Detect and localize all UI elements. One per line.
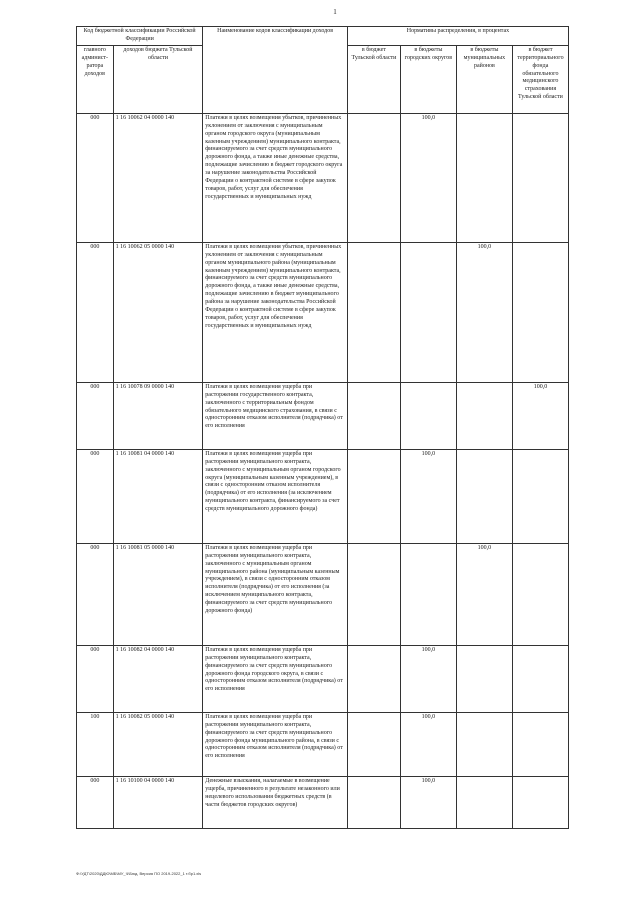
norm-municipal: 100,0 — [456, 242, 512, 382]
norm-regional — [347, 382, 400, 449]
revenue-distribution-table — [76, 26, 569, 829]
admin-code: 000 — [77, 113, 114, 242]
table-body — [77, 113, 569, 828]
norm-fund — [512, 113, 568, 242]
table-row — [77, 645, 569, 712]
norm-fund: 100,0 — [512, 382, 568, 449]
norm-municipal — [456, 645, 512, 712]
table-row — [77, 449, 569, 543]
revenue-code: 1 16 10062 05 0000 140 — [113, 242, 203, 382]
table-row — [77, 113, 569, 242]
norm-regional — [347, 712, 400, 776]
norm-fund — [512, 645, 568, 712]
norm-fund — [512, 543, 568, 645]
header-municipal: в бюджеты муниципальных районов — [456, 45, 512, 113]
header-admin: главного админист-ратора доходов — [77, 45, 114, 113]
norm-municipal — [456, 776, 512, 828]
admin-code: 000 — [77, 776, 114, 828]
admin-code: 000 — [77, 645, 114, 712]
table-header — [77, 27, 569, 114]
norm-regional — [347, 113, 400, 242]
admin-code: 000 — [77, 242, 114, 382]
revenue-code: 1 16 10081 04 0000 140 — [113, 449, 203, 543]
revenue-code: 1 16 10082 04 0000 140 — [113, 645, 203, 712]
admin-code: 000 — [77, 449, 114, 543]
revenue-code: 1 16 10062 04 0000 140 — [113, 113, 203, 242]
table-row — [77, 712, 569, 776]
table-row — [77, 242, 569, 382]
norm-city: 100,0 — [400, 776, 456, 828]
page-number: 1 — [333, 8, 337, 16]
revenue-code: 1 16 10082 05 0000 140 — [113, 712, 203, 776]
revenue-name: Денежные взыскания, налагаемые в возмещение ущерба, причиненного в результате незаконного или нецелевого использования бюджетных средств (в части бюджетов городских округов) — [203, 776, 348, 828]
norm-city: 100,0 — [400, 113, 456, 242]
revenue-name: Платежи в целях возмещения ущерба при расторжении муниципального контракта, заключенного с муниципальным органом городского округа (муниципальным казенным учреждением), в связи с односторонним отказом исполнителя (подрядчика) от его исполнения (за исключением муниципального контракта, финансируемого за счет средств муниципального дорожного фонда) — [203, 449, 348, 543]
revenue-name: Платежи в целях возмещения ущерба при расторжении муниципального контракта, финансируемого за счет средств муниципального дорожного фонда городского округа, в связи с односторонним отказом исполнителя (подрядчика) от его исполнения — [203, 645, 348, 712]
header-norms: Нормативы распределения, в процентах — [347, 27, 568, 46]
norm-municipal — [456, 712, 512, 776]
header-city: в бюджеты городских округов — [400, 45, 456, 113]
norm-city — [400, 242, 456, 382]
norm-municipal: 100,0 — [456, 543, 512, 645]
admin-code: 000 — [77, 382, 114, 449]
header-name: Наименование кодов классификации доходов — [203, 27, 348, 114]
revenue-name: Платежи в целях возмещения убытков, причиненных уклонением от заключения с муниципальным органом муниципального района (муниципальным казенным учреждением) муниципального контракта, финансируемого за счет средств муниципального дорожного фонда, а также иные денежные средства, подлежащие зачислению в бюджет муниципального района за нарушение законодательства Российской Федерации о контрактной системе в сфере закупок товаров, работ, услуг для обеспечения государственных и муниципальных нужд — [203, 242, 348, 382]
norm-regional — [347, 776, 400, 828]
revenue-code: 1 16 10100 04 0000 140 — [113, 776, 203, 828]
revenue-name: Платежи в целях возмещения ущерба при расторжении муниципального контракта, заключенного с муниципальным органом муниципального района (муниципальным казенным учреждением), в связи с односторонним отказом исполнителя (подрядчика) от его исполнения (за исключением муниципального контракта, финансируемого за счет средств муниципального дорожного фонда) — [203, 543, 348, 645]
header-revenue: доходов бюджета Тульской области — [113, 45, 203, 113]
norm-city — [400, 543, 456, 645]
admin-code: 000 — [77, 543, 114, 645]
admin-code: 100 — [77, 712, 114, 776]
norm-fund — [512, 449, 568, 543]
table-row — [77, 776, 569, 828]
table-row — [77, 543, 569, 645]
revenue-code: 1 16 10081 05 0000 140 — [113, 543, 203, 645]
norm-fund — [512, 776, 568, 828]
norm-fund — [512, 712, 568, 776]
table-row — [77, 382, 569, 449]
norm-regional — [347, 645, 400, 712]
norm-municipal — [456, 449, 512, 543]
norm-regional — [347, 449, 400, 543]
header-classification: Код бюджетной классификации Российской Федерации — [77, 27, 203, 46]
file-path-footer: Ф:\УДТ\2020\ДДЮ\МБ\МУ_Ч\Бюд. Версия ПО 2019-2022_1 т.бр1.xls — [76, 871, 202, 876]
header-fund: в бюджет территориального фонда обязательного медицинского страхования Тульской области — [512, 45, 568, 113]
revenue-code: 1 16 10078 09 0000 140 — [113, 382, 203, 449]
revenue-name: Платежи в целях возмещения ущерба при расторжении государственного контракта, заключенного с территориальным фондом обязательного медицинского страхования, в связи с односторонним отказом исполнителя (подрядчика) от его исполнения — [203, 382, 348, 449]
norm-regional — [347, 242, 400, 382]
header-regional: в бюджет Тульской области — [347, 45, 400, 113]
norm-municipal — [456, 382, 512, 449]
norm-fund — [512, 242, 568, 382]
norm-city: 100,0 — [400, 449, 456, 543]
norm-regional — [347, 543, 400, 645]
norm-city: 100,0 — [400, 645, 456, 712]
revenue-name: Платежи в целях возмещения убытков, причиненных уклонением от заключения с муниципальным органом городского округа (муниципальным казенным учреждением) муниципального контракта, финансируемого за счет средств муниципального дорожного фонда, а также иные денежные средства, подлежащие зачислению в бюджет городского округа за нарушение законодательства Российской Федерации о контрактной системе в сфере закупок товаров, работ, услуг для обеспечения государственных и муниципальных нужд — [203, 113, 348, 242]
norm-city: 100,0 — [400, 712, 456, 776]
revenue-name: Платежи в целях возмещения ущерба при расторжении муниципального контракта, финансируемого за счет средств муниципального дорожного фонда муниципального района, в связи с односторонним отказом исполнителя (подрядчика) от его исполнения — [203, 712, 348, 776]
norm-city — [400, 382, 456, 449]
norm-municipal — [456, 113, 512, 242]
